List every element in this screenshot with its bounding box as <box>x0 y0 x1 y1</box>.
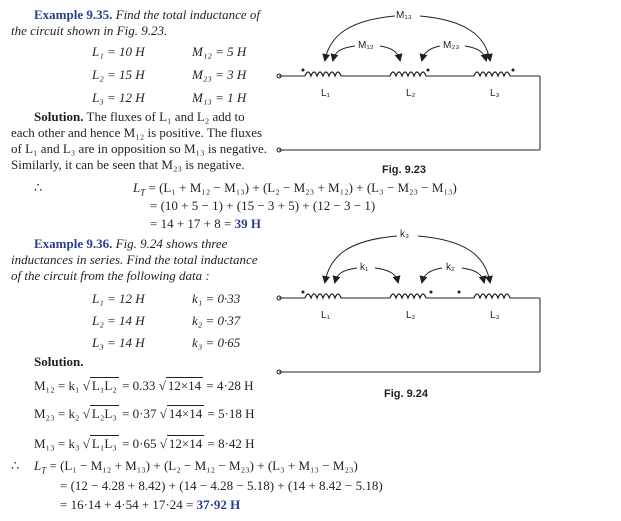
m12-result: = 4·28 H <box>206 378 254 393</box>
dot-l3 <box>512 69 515 72</box>
coil-l1 <box>305 72 341 76</box>
lt-line3 <box>60 497 240 513</box>
solution-text: The fluxes of L₁ and L₂ add to <box>86 109 245 124</box>
equation-sum: = 14 + 17 + 8 = <box>150 216 235 231</box>
lt-symbol: L <box>34 458 42 473</box>
lt-line2: = (12 − 4.28 + 8.42) + (14 − 4.28 − 5.18) + (14 + 8.42 − 5.18) <box>60 478 383 493</box>
equation-line3 <box>150 216 261 232</box>
lt-symbol: L <box>133 180 141 195</box>
arrow-m12 <box>333 46 355 60</box>
answer-value: 37·92 H <box>196 497 241 512</box>
data-m12: M₁₂ = 5 H <box>192 44 247 59</box>
m23-radicand: L₂L₃ <box>91 406 117 421</box>
arrow-m23 <box>422 46 440 60</box>
example-9-35-question <box>34 7 260 23</box>
equation-line2: = (10 + 5 − 1) + (15 − 3 + 5) + (12 − 3 − 1) <box>150 198 376 213</box>
example-heading: Example 9.35. <box>34 7 113 22</box>
m23-radicand-values: 14×14 <box>168 406 203 421</box>
arrow-m13-right <box>420 16 490 60</box>
dot-l1 <box>302 291 305 294</box>
solution-line1 <box>34 109 245 125</box>
answer-value: 39 H <box>234 216 261 231</box>
example-heading: Example 9.36. <box>34 236 113 251</box>
question-text-line2: inductances in series. Find the total inductance <box>11 252 258 267</box>
question-text-line2: the circuit shown in Fig. 9.23. <box>11 23 168 38</box>
data-l2: L₂ = 15 H <box>92 67 145 82</box>
arrow-k1-right <box>375 268 398 282</box>
data-l2: L₂ = 14 H <box>92 313 145 328</box>
m12-lhs: M₁₂ = k₁ <box>34 378 80 393</box>
coil-l3 <box>474 72 510 76</box>
lt-equation <box>34 458 358 476</box>
figure-caption-9-24: Fig. 9.24 <box>384 388 429 400</box>
label-k2: k₂ <box>446 262 455 273</box>
m23-mid: = 0·37 <box>122 406 157 421</box>
m13-lhs: M₁₃ = k₃ <box>34 436 80 451</box>
label-m13: M₁₃ <box>396 10 412 21</box>
m13-mid: = 0·65 <box>122 436 157 451</box>
arrow-k1 <box>335 268 357 282</box>
label-l2: L₂ <box>406 88 416 99</box>
data-l3: L₃ = 14 H <box>92 335 145 350</box>
dot-l1 <box>302 69 305 72</box>
arrow-k3 <box>325 236 397 282</box>
data-m13: M₁₃ = 1 H <box>192 90 247 105</box>
label-l3: L₃ <box>490 310 500 321</box>
m13-result: = 8·42 H <box>207 436 255 451</box>
data-l3: L₃ = 12 H <box>92 90 145 105</box>
label-m23: M₂₃ <box>443 40 460 51</box>
m13-equation: M₁₃ = k₃ √ L₁L₃ = 0·65 √ 12×14 = 8·42 H <box>34 436 255 451</box>
m23-lhs: M₂₃ = k₂ <box>34 406 80 421</box>
solution-line4: Similarly, it can be seen that M₂₃ is negative. <box>11 157 245 172</box>
m12-mid: = 0.33 <box>122 378 156 393</box>
lt-rhs: = (L₁ − M₁₂ + M₁₃) + (L₂ − M₁₂ − M₂₃) + (L₃ + M₁₃ − M₂₃) <box>49 458 358 473</box>
arrow-k2-right <box>462 268 484 282</box>
figure-caption-9-23: Fig. 9.23 <box>382 164 427 176</box>
m23-result: = 5·18 H <box>207 406 255 421</box>
data-l1: L₁ = 12 H <box>92 291 145 306</box>
coil-l1 <box>305 294 341 298</box>
m13-radicand-values: 12×14 <box>168 436 203 451</box>
lt-sum: = 16·14 + 4·54 + 17·24 = <box>60 497 197 512</box>
data-k3: k₃ = 0·65 <box>192 335 241 350</box>
lt-rhs: = (L₁ + M₁₂ − M₁₃) + (L₂ − M₂₃ + M₁₂) + (L₃ − M₂₃ − M₁₃) <box>148 180 457 195</box>
solution-line2: each other and hence M₁₂ is positive. The fluxes <box>11 125 263 140</box>
label-l1: L₁ <box>321 310 330 321</box>
equation-lt <box>133 180 457 198</box>
label-l1: L₁ <box>321 88 330 99</box>
label-m12: M₁₂ <box>358 40 374 51</box>
lt-subscript: T <box>140 187 146 198</box>
label-k1: k₁ <box>360 262 369 273</box>
m13-radicand: L₁L₃ <box>91 436 117 451</box>
therefore-symbol: ∴ <box>11 458 20 473</box>
question-text-line3: of the circuit from the following data : <box>11 268 210 283</box>
m12-radicand-values: 12×14 <box>167 378 202 393</box>
data-k1: k₁ = 0·33 <box>192 291 241 306</box>
solution-line3: of L₁ and L₃ are in opposition so M₁₃ is negative. <box>11 141 268 156</box>
m12-radicand: L₁L₂ <box>91 378 117 393</box>
arrow-k2 <box>422 268 442 282</box>
example-9-36-question <box>34 236 227 252</box>
arrow-m23-right <box>465 46 486 60</box>
m12-equation: M₁₂ = k₁ √ L₁L₂ = 0.33 √ 12×14 = 4·28 H <box>34 378 254 393</box>
therefore-symbol: ∴ <box>34 180 43 195</box>
label-k3: k₃ <box>400 229 410 240</box>
data-l1: L₁ = 10 H <box>92 44 145 59</box>
coil-l2 <box>390 72 426 76</box>
arrow-m13 <box>325 16 395 60</box>
arrow-m12-right <box>380 46 400 60</box>
data-k2: k₂ = 0·37 <box>192 313 241 328</box>
arrow-k3-right <box>418 236 490 282</box>
question-text: Fig. 9.24 shows three <box>115 236 228 251</box>
dot-l3 <box>458 291 461 294</box>
label-l2: L₂ <box>406 310 416 321</box>
figure-9-24 <box>270 225 621 385</box>
m23-equation: M₂₃ = k₂ √ L₂L₃ = 0·37 √ 14×14 = 5·18 H <box>34 406 255 421</box>
dot-l2 <box>427 69 430 72</box>
label-l3: L₃ <box>490 88 500 99</box>
solution-label: Solution. <box>34 354 84 369</box>
solution-label: Solution. <box>34 109 84 124</box>
coil-l3 <box>474 294 510 298</box>
coil-l2 <box>390 294 426 298</box>
data-m23: M₂₃ = 3 H <box>192 67 247 82</box>
question-text: Find the total inductance of <box>115 7 261 22</box>
lt-subscript: T <box>41 465 47 476</box>
dot-l2 <box>430 291 433 294</box>
